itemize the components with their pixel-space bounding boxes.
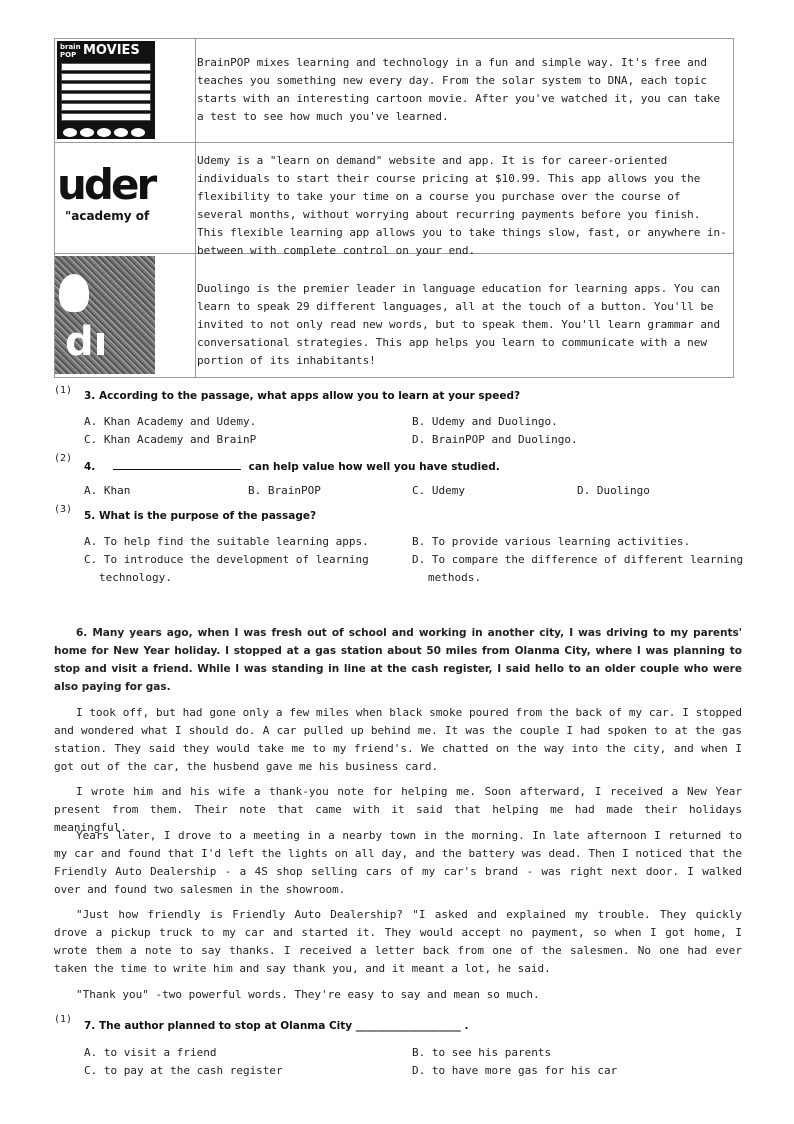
option-c[interactable]: C. Khan Academy and BrainP xyxy=(84,433,257,446)
apps-table xyxy=(54,38,734,378)
option-a[interactable]: A. Khan Academy and Udemy. xyxy=(84,415,257,428)
passage-paragraph-5: "Thank you" -two powerful words. They're easy to say and mean so much. xyxy=(76,988,540,1001)
logo-cell xyxy=(55,39,196,142)
option-c-continued: technology. xyxy=(99,571,172,584)
logo-big-text: uder xyxy=(57,160,155,209)
option-b[interactable]: B. BrainPOP xyxy=(248,484,321,497)
passage-paragraph-3: Years later, I drove to a meeting in a nearby town in the morning. In late afternoon I returned to my car and found that I'd left the lights on all day, and the battery was dead. Then I noticed that the Friendly Auto Dealership - a 4S shop selling cars of my car's brand - was right next door. I walked over and found two salesmen in the showroom. xyxy=(54,829,742,896)
question-stem: can help value how well you have studied. xyxy=(248,461,500,473)
logo-big-text: dı xyxy=(65,319,108,365)
question-prefix: 4. xyxy=(84,461,96,473)
udemy-logo-icon xyxy=(57,157,157,237)
duolingo-logo-icon xyxy=(55,256,155,374)
option-d[interactable]: D. BrainPOP and Duolingo. xyxy=(412,433,578,446)
option-a[interactable]: A. Khan xyxy=(84,484,131,497)
option-d[interactable]: D. To compare the difference of different learning xyxy=(412,553,744,566)
question-number: (1) xyxy=(54,1014,73,1025)
answer-blank[interactable] xyxy=(113,459,241,470)
app-row-udemy xyxy=(55,143,733,257)
app-description: BrainPOP mixes learning and technology in a fun and simple way. It's free and teaches you something new every day. From the solar system to DNA, each topic starts with an interesting cartoon movie. After you've watched it, you can take a test to see how much you've learned. xyxy=(197,56,721,123)
app-description: Duolingo is the premier leader in language education for learning apps. You can learn to speak 29 different languages, all at the touch of a button. You'll be invited to not only read new words, but to speak them. You'll learn grammar and conversational strategies. This app helps you learn to communicate with a new portion of its inhabitants! xyxy=(197,282,721,367)
option-b[interactable]: B. Udemy and Duolingo. xyxy=(412,415,558,428)
logo-small-text: "academy of xyxy=(65,209,150,223)
question-4-text xyxy=(84,459,500,473)
passage-intro: 6. Many years ago, when I was fresh out of school and working in another city, I was driving to my parents' home for New Year holiday. I stopped at a gas station about 50 miles from Olanma City, where I was planning to stop and visit a friend. While I was standing in line at the cash register, I said hello to an older couple who were also paying for gas. xyxy=(54,627,742,693)
logo-cell xyxy=(55,143,196,253)
option-d-continued: methods. xyxy=(428,571,481,584)
question-3-text: 3. According to the passage, what apps allow you to learn at your speed? xyxy=(84,390,521,402)
app-row-brainpop xyxy=(55,39,733,143)
app-description: Udemy is a "learn on demand" website and app. It is for career-oriented individuals to start their course pricing at $10.99. This app allows you the flexibility to take your time on a course you purchase over the course of several months, without worrying about recurring payments before you finish. This flexible learning app allows you to take things slow, fast, or anywhere in-between with complete control on your end. xyxy=(197,154,727,257)
logo-cell xyxy=(55,254,196,378)
option-c[interactable]: C. Udemy xyxy=(412,484,465,497)
question-5-text: 5. What is the purpose of the passage? xyxy=(84,510,317,522)
option-b[interactable]: B. to see his parents xyxy=(412,1046,552,1059)
passage-paragraph-4: "Just how friendly is Friendly Auto Dealership? "I asked and explained my trouble. They quickly drove a pickup truck to my car and started it. They would accept no payment, so when I got home, I wrote them a note to say thanks. I received a letter back from one of the salesmen. No one had ever taken the time to write him and say thank you, and it meant a lot, he said. xyxy=(54,908,742,975)
question-number: (1) xyxy=(54,385,73,396)
question-number: (2) xyxy=(54,453,73,464)
question-7-text: 7. The author planned to stop at Olanma City ____________________ . xyxy=(84,1020,469,1032)
logo-heading-text: MOVIES xyxy=(83,43,140,58)
option-b[interactable]: B. To provide various learning activities. xyxy=(412,535,691,548)
option-a[interactable]: A. To help find the suitable learning apps. xyxy=(84,535,369,548)
passage-paragraph-2: I wrote him and his wife a thank-you note for helping me. Soon afterward, I received a New Year present from them. Their note that came with it said that helping me had made their holidays meaningful. xyxy=(54,785,742,834)
option-d[interactable]: D. to have more gas for his car xyxy=(412,1064,618,1077)
option-c[interactable]: C. To introduce the development of learning xyxy=(84,553,369,566)
question-number: (3) xyxy=(54,504,73,515)
passage-paragraph-1: I took off, but had gone only a few miles when black smoke poured from the back of my car. I stopped and wondered what I should do. A car pulled up behind me. It was the couple I had spoken to at the gas station. They said they would take me to my friend's. We chatted on the way into the city, and when I got out of the car, the husbend gave me his business card. xyxy=(54,706,742,773)
logo-corner-text: brain POP xyxy=(60,43,81,59)
app-row-duolingo xyxy=(55,254,733,378)
option-a[interactable]: A. to visit a friend xyxy=(84,1046,217,1059)
brainpop-logo-icon xyxy=(57,41,155,139)
option-d[interactable]: D. Duolingo xyxy=(577,484,650,497)
option-c[interactable]: C. to pay at the cash register xyxy=(84,1064,283,1077)
